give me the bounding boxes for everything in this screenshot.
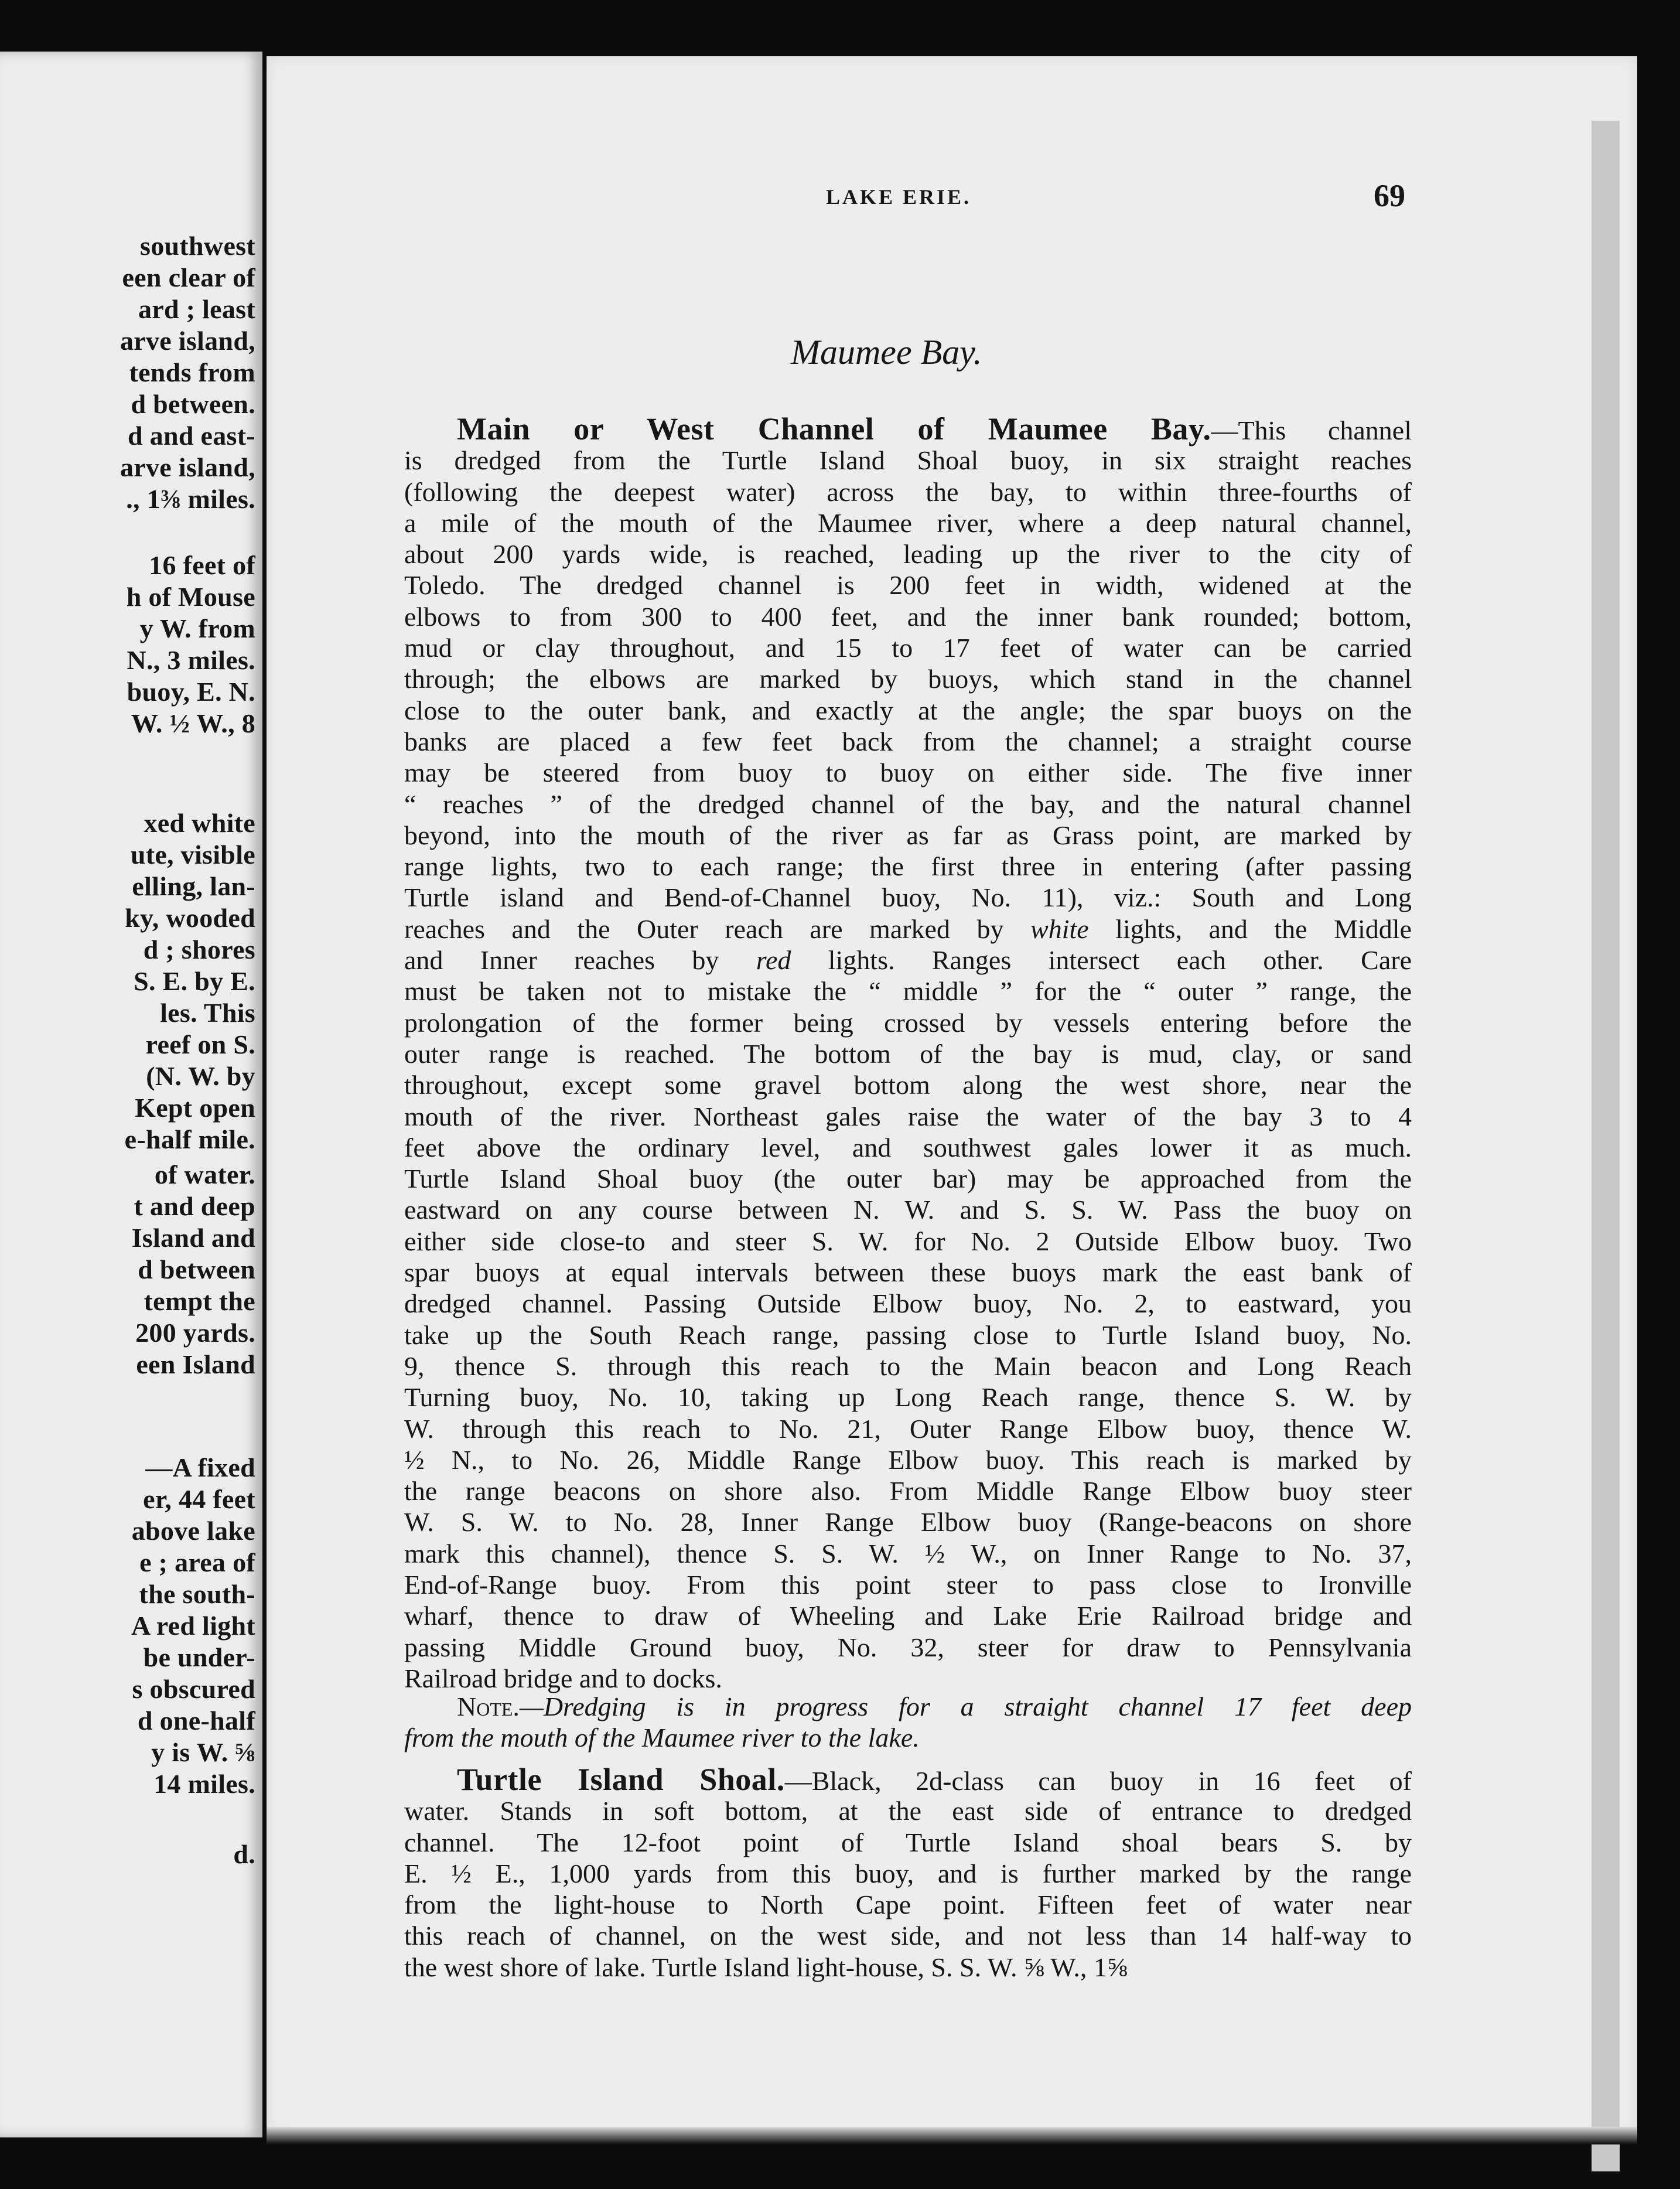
text-line: water. Stands in soft bottom, at the east side of entrance to dredged <box>404 1796 1412 1826</box>
left-text-line: ard ; least <box>138 294 255 324</box>
turtle-shoal-paragraph <box>404 1764 1412 1983</box>
left-text-line: d between. <box>131 389 255 419</box>
text-line: feet above the ordinary level, and southwest gales lower it as much. <box>404 1132 1412 1162</box>
left-text-line: 14 miles. <box>153 1769 255 1799</box>
text-line: channel. The 12-foot point of Turtle Island shoal bears S. by <box>404 1827 1412 1857</box>
text-line: from the light-house to North Cape point. Fifteen feet of water near <box>404 1890 1412 1920</box>
left-text-line: —A fixed <box>145 1452 255 1482</box>
text-line: E. ½ E., 1,000 yards from this buoy, and is further marked by the range <box>404 1858 1412 1888</box>
text-line: 9, thence S. through this reach to the Main beacon and Long Reach <box>404 1351 1412 1381</box>
text-line: dredged channel. Passing Outside Elbow buoy, No. 2, to eastward, you <box>404 1288 1412 1319</box>
page-bottom-shadow <box>267 2127 1637 2144</box>
note-text: —Dredging is in progress for a straight channel 17 feet deep <box>519 1692 1412 1721</box>
italic-word: red <box>756 945 791 976</box>
left-text-line: d. <box>233 1839 255 1869</box>
text-line: take up the South Reach range, passing close to Turtle Island buoy, No. <box>404 1319 1412 1350</box>
text-line: eastward on any course between N. W. and S. S. W. Pass the buoy on <box>404 1195 1412 1225</box>
left-text-line: tempt the <box>144 1286 255 1316</box>
left-text-line: e ; area of <box>139 1547 255 1577</box>
text-line: Turtle Island Shoal buoy (the outer bar) may be approached from the <box>404 1164 1412 1194</box>
text-line: prolongation of the former being crossed by vessels entering before the <box>404 1007 1412 1038</box>
left-text-line: h of Mouse <box>126 582 255 612</box>
text-line: elbows to from 300 to 400 feet, and the inner bank rounded; bottom, <box>404 601 1412 632</box>
left-text-line: d and east- <box>127 421 255 451</box>
text-line: “ reaches ” of the dredged channel of the bay, and the natural channel <box>404 789 1412 819</box>
paragraph-text: —Black, 2d-class can buoy in 16 feet of <box>784 1766 1412 1796</box>
left-text-line: buoy, E. N. <box>127 677 255 707</box>
left-text-line: southwest <box>140 231 255 261</box>
text-line: mouth of the river. Northeast gales raise the water of the bay 3 to 4 <box>404 1101 1412 1131</box>
text-line: is dredged from the Turtle Island Shoal buoy, in six straight reaches <box>404 445 1412 476</box>
left-text-line: above lake <box>131 1516 255 1546</box>
left-text-line: er, 44 feet <box>143 1484 255 1514</box>
text-line: must be taken not to mistake the “ middle ” for the “ outer ” range, the <box>404 976 1412 1007</box>
running-title: LAKE ERIE. <box>826 185 972 209</box>
text-line: close to the outer bank, and exactly at the angle; the spar buoys on the <box>404 695 1412 725</box>
left-text-line: S. E. by E. <box>134 966 255 996</box>
text-line: W. through this reach to No. 21, Outer Range Elbow buoy, thence W. <box>404 1413 1412 1444</box>
page-edge <box>1592 121 1620 2171</box>
left-text-line: 200 yards. <box>135 1318 255 1348</box>
text-line: outer range is reached. The bottom of the bay is mud, clay, or sand <box>404 1038 1412 1069</box>
text-line: passing Middle Ground buoy, No. 32, steer for draw to Pennsylvania <box>404 1632 1412 1662</box>
text-line: may be steered from buoy to buoy on either side. The five inner <box>404 758 1412 788</box>
text-line: and Inner reaches by red lights. Ranges intersect each other. Care <box>404 945 1412 976</box>
left-text-line: Kept open <box>135 1093 255 1123</box>
left-text-group <box>127 550 255 739</box>
main-channel-paragraph <box>404 411 1412 1694</box>
left-text-group <box>125 807 255 1155</box>
text-line: Turtle island and Bend-of-Channel buoy, No. 11), viz.: South and Long <box>404 882 1412 913</box>
text-line: reaches and the Outer reach are marked by white lights, and the Middle <box>404 913 1412 944</box>
left-text-line: les. This <box>160 998 255 1028</box>
text-line: Railroad bridge and to docks. <box>404 1663 722 1693</box>
left-text-line: 16 feet of <box>149 550 255 580</box>
paragraph-heading: Main or West Channel of Maumee Bay. <box>457 411 1211 446</box>
text-line: (following the deepest water) across the bay, to within three-fourths of <box>404 476 1412 507</box>
left-text-line: ., 1⅜ miles. <box>126 484 255 514</box>
section-title: Maumee Bay. <box>791 333 982 371</box>
left-text-line: (N. W. by <box>146 1061 255 1091</box>
left-text-line: y is W. ⅝ <box>151 1737 255 1767</box>
note-label: Note. <box>457 1692 520 1721</box>
left-text-line: d ; shores <box>143 935 255 964</box>
left-text-line: be under- <box>143 1642 255 1672</box>
left-text-line: ute, visible <box>130 840 255 870</box>
text-line: mud or clay throughout, and 15 to 17 feet of water can be carried <box>404 633 1412 663</box>
text-line: either side close-to and steer S. W. for No. 2 Outside Elbow buoy. Two <box>404 1226 1412 1256</box>
left-text-line: s obscured <box>132 1674 255 1704</box>
left-text-line: e-half mile. <box>124 1124 255 1154</box>
text-line: throughout, except some gravel bottom along the west shore, near the <box>404 1070 1412 1100</box>
page-number: 69 <box>1374 178 1405 213</box>
text-line: about 200 yards wide, is reached, leading up the river to the city of <box>404 539 1412 570</box>
text-line: the west shore of lake. Turtle Island light-house, S. S. W. ⅝ W., 1⅝ <box>404 1952 1128 1982</box>
paragraph-first-line <box>404 411 1412 446</box>
left-text-group <box>131 1452 255 1800</box>
left-text-line: ky, wooded <box>125 903 255 933</box>
page <box>267 56 1637 2139</box>
text-line: Turning buoy, No. 10, taking up Long Reach range, thence S. W. by <box>404 1382 1412 1413</box>
left-text-line: d between <box>138 1254 255 1284</box>
text-line: End-of-Range buoy. From this point steer to pass close to Ironville <box>404 1569 1412 1600</box>
italic-word: white <box>1030 913 1089 944</box>
left-text-line: arve island, <box>119 326 255 356</box>
text-line: beyond, into the mouth of the river as far as Grass point, are marked by <box>404 820 1412 850</box>
text-line: ½ N., to No. 26, Middle Range Elbow buoy. This reach is marked by <box>404 1444 1412 1475</box>
left-text-line: d one-half <box>137 1706 255 1735</box>
text-line: the range beacons on shore also. From Middle Range Elbow buoy steer <box>404 1476 1412 1506</box>
note-line <box>404 1722 1412 1753</box>
left-text-line: y W. from <box>139 613 255 643</box>
left-text-line: elling, lan- <box>132 871 255 901</box>
text-line: spar buoys at equal intervals between these buoys mark the east bank of <box>404 1257 1412 1288</box>
note-text: from the mouth of the Maumee river to the lake. <box>404 1723 920 1753</box>
note-line <box>404 1691 1412 1722</box>
paragraph-text: —This channel <box>1211 415 1412 445</box>
paragraph-first-line <box>404 1764 1412 1795</box>
paragraph-heading: Turtle Island Shoal. <box>457 1762 785 1797</box>
left-text-line: the south- <box>139 1579 255 1609</box>
left-text-line: arve island, <box>119 452 255 482</box>
left-text-line: Island and <box>131 1223 255 1253</box>
left-text-line: A red light <box>131 1611 255 1641</box>
text-line: a mile of the mouth of the Maumee river, where a deep natural channel, <box>404 507 1412 538</box>
text-line: through; the elbows are marked by buoys, which stand in the channel <box>404 664 1412 694</box>
text-line: banks are placed a few feet back from the channel; a straight course <box>404 726 1412 756</box>
text-line: range lights, two to each range; the first three in entering (after passing <box>404 851 1412 882</box>
text-line: mark this channel), thence S. S. W. ½ W., on Inner Range to No. 37, <box>404 1538 1412 1569</box>
left-text-line: tends from <box>129 357 255 387</box>
previous-page-fragment <box>0 52 262 2137</box>
text-line: Toledo. The dredged channel is 200 feet in width, widened at the <box>404 570 1412 601</box>
left-text-line: t and deep <box>134 1191 255 1221</box>
left-text-line: N., 3 miles. <box>127 645 255 675</box>
left-text-group <box>120 230 255 515</box>
text-line: wharf, thence to draw of Wheeling and Lake Erie Railroad bridge and <box>404 1601 1412 1631</box>
left-text-line: een Island <box>136 1349 255 1379</box>
text-line: W. S. W. to No. 28, Inner Range Elbow buoy (Range-beacons on shore <box>404 1507 1412 1537</box>
text-line: this reach of channel, on the west side, and not less than 14 half-way to <box>404 1921 1412 1951</box>
left-text-line: xed white <box>144 808 255 838</box>
note-paragraph <box>404 1691 1412 1754</box>
left-text-group <box>233 1839 255 1870</box>
left-text-line: W. ½ W., 8 <box>131 708 255 738</box>
left-text-line: een clear of <box>122 262 255 292</box>
left-text-group <box>132 1159 255 1380</box>
left-text-line: reef on S. <box>145 1029 255 1059</box>
left-text-line: of water. <box>154 1160 255 1189</box>
